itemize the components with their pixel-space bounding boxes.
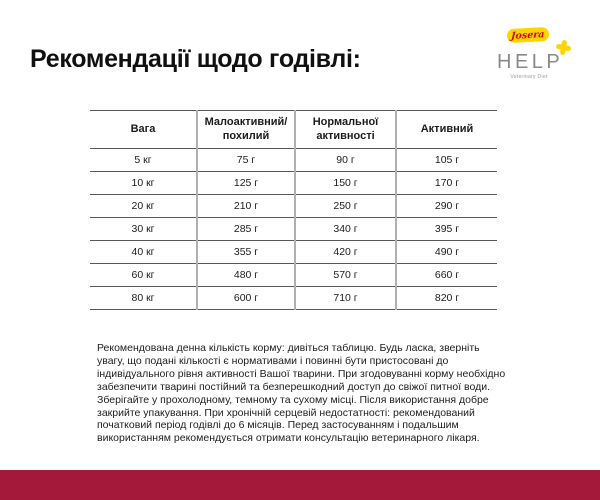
amount-cell: 170 г xyxy=(396,172,497,195)
amount-cell: 150 г xyxy=(295,172,396,195)
amount-cell: 90 г xyxy=(295,149,396,172)
feeding-table xyxy=(90,110,497,310)
amount-cell: 75 г xyxy=(197,149,295,172)
column-header-weight: Вага xyxy=(130,122,156,135)
weight-cell: 40 кг xyxy=(131,246,155,258)
footer-bar xyxy=(0,470,600,500)
logo-tagline: Veterinary Diet xyxy=(510,74,548,80)
table-row xyxy=(90,287,497,310)
table-header-row xyxy=(90,111,497,149)
amount-cell: 250 г xyxy=(295,195,396,218)
page-title: Рекомендації щодо годівлі: xyxy=(30,45,361,73)
table-row xyxy=(90,241,497,264)
amount-cell: 285 г xyxy=(197,218,295,241)
amount-cell: 660 г xyxy=(396,264,497,287)
amount-cell: 480 г xyxy=(197,264,295,287)
amount-cell: 420 г xyxy=(295,241,396,264)
weight-cell: 10 кг xyxy=(131,177,155,189)
amount-cell: 290 г xyxy=(396,195,497,218)
column-header-active: Активний xyxy=(396,111,497,149)
amount-cell: 490 г xyxy=(396,241,497,264)
feeding-note: Рекомендована денна кількість корму: дивіться таблицю. Будь ласка, зверніть увагу, що подані кількості є нормативами і повинні бути пристосовані до індивідуального рівня активності Вашої тварини. При згодовуванні корму необхідно забезпечити тварині постійний та безперешкодний доступ до свіжої питної води. Зберігайте у прохолодному, темному та сухому місці. Після використання добре закрийте упакування. При хронічній серцевій недостатності: рекомендований початковий період годівлі до 6 місяців. Перед застосуванням і подальшим використанням рекомендується отримати консультацію ветеринарного лікаря. xyxy=(97,342,506,445)
table-row xyxy=(90,264,497,287)
josera-help-logo xyxy=(490,24,585,84)
weight-cell: 20 кг xyxy=(131,200,155,212)
feeding-table-container xyxy=(90,110,497,310)
table-row xyxy=(90,172,497,195)
table-row xyxy=(90,149,497,172)
amount-cell: 600 г xyxy=(197,287,295,310)
weight-cell: 30 кг xyxy=(131,223,155,235)
amount-cell: 710 г xyxy=(295,287,396,310)
help-wordmark: HELP xyxy=(497,51,564,73)
amount-cell: 210 г xyxy=(197,195,295,218)
weight-cell: 5 кг xyxy=(134,154,152,166)
weight-cell: 60 кг xyxy=(131,269,155,281)
table-row xyxy=(90,218,497,241)
amount-cell: 355 г xyxy=(197,241,295,264)
amount-cell: 105 г xyxy=(396,149,497,172)
amount-cell: 820 г xyxy=(396,287,497,310)
amount-cell: 340 г xyxy=(295,218,396,241)
amount-cell: 570 г xyxy=(295,264,396,287)
table-row xyxy=(90,195,497,218)
column-header-low-activity: Малоактивний/ похилий xyxy=(197,111,295,149)
amount-cell: 395 г xyxy=(396,218,497,241)
amount-cell: 125 г xyxy=(197,172,295,195)
josera-brand-text: Josera xyxy=(511,28,545,42)
column-header-normal-activity: Нормальної активності xyxy=(295,111,396,149)
weight-cell: 80 кг xyxy=(131,292,155,304)
josera-badge xyxy=(507,27,550,43)
